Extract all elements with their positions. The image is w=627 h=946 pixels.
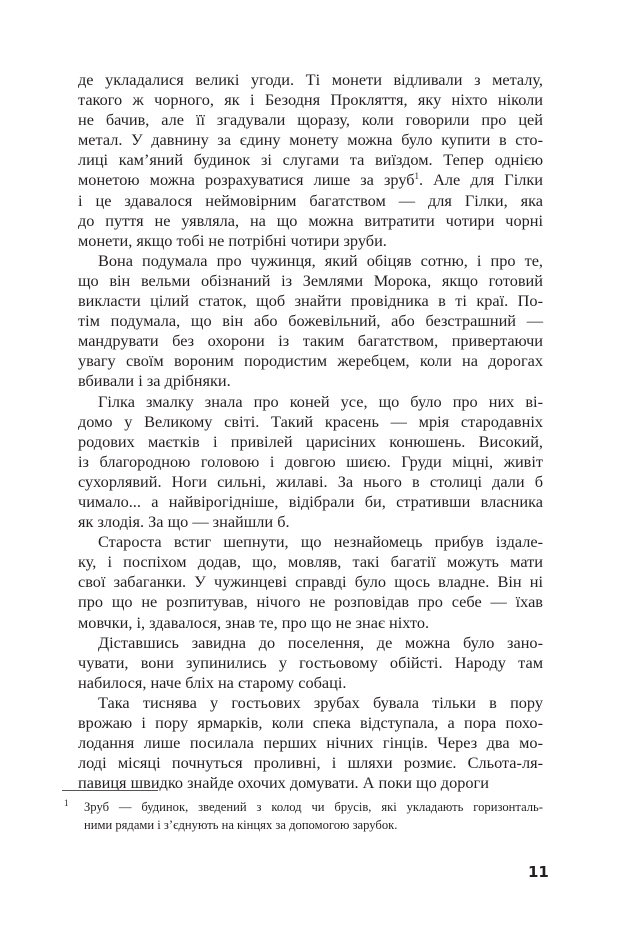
footnote: [62, 798, 543, 834]
paragraph: [78, 633, 543, 693]
text-line: свої забаганки. У чужинцеві справді було щось владне. Він ні: [78, 572, 543, 592]
footnote-line: ними рядами і з’єднують на кінцях за допомогою зарубок.: [84, 818, 398, 832]
text-line: врожаю і пору ярмарків, коли спека відступала, а пора похо-: [78, 713, 543, 732]
text-line: Гілка змалку знала про коней усе, що було про них ві-: [98, 391, 543, 411]
text-line: чувати, вони зупинились у гостьовому обійсті. Народу там: [78, 652, 543, 672]
paragraph: [78, 693, 543, 793]
text-segment: монетою можна розрахуватися лише за зруб: [78, 170, 415, 190]
text-line: мовчки, і, здавалося, знав те, про що не знає ніхто.: [78, 612, 430, 632]
text-line: і це здавалося неймовірним багатством — для Гілки, яка: [78, 190, 543, 210]
text-line: де укладалися великі угоди. Ті монети відливали з металу,: [78, 70, 543, 89]
footnote-reference[interactable]: 1: [414, 171, 420, 182]
text-line: монети, якщо тобі не потрібні чотири зруби.: [78, 230, 387, 250]
text-line: увагу своїм вороним породистим жеребцем, коли на дорогах: [78, 351, 543, 371]
body-text: [78, 70, 543, 793]
footnote-divider: [62, 790, 158, 791]
text-line: до пуття не уявляла, на що можна витратити чотири чорні: [78, 210, 543, 230]
text-line: Староста встиг шепнути, що незнайомець прибув іздале-: [98, 532, 543, 552]
text-line: набилося, наче бліх на старому собаці.: [78, 672, 347, 692]
text-line: мандрувати без охорони із таким багатством, привертаючи: [78, 331, 543, 351]
text-line: павиця швидко знайде охочих домувати. А поки що дороги: [78, 773, 489, 793]
text-line: сухорлявий. Ноги сильні, жилаві. За нього в столиці дали б: [78, 471, 543, 491]
text-line: домо у Великому світі. Такий красень — мрія стародавніх: [78, 411, 543, 431]
text-line: тім подумала, що він або божевільний, або безстрашний —: [78, 311, 543, 331]
footnote-text: [84, 798, 543, 834]
text-line: Така тиснява у гостьових зрубах бувала тільки в пору: [98, 692, 543, 712]
text-line: метал. У давнину за єдину монету можна було купити в сто-: [78, 130, 543, 150]
text-line: не бачив, але її згадували щоразу, коли говорили про цей: [78, 110, 543, 130]
text-line: вбивали і за дрібняки.: [78, 371, 231, 391]
text-line: такого ж чорного, як і Безодня Прокляття, яку ніхто ніколи: [78, 90, 543, 110]
text-line: із благородною головою і довгою шиєю. Груди міцні, живіт: [78, 451, 543, 471]
text-line: Вона подумала про чужинця, який обіцяв сотню, і про те,: [98, 250, 543, 270]
text-line: лоді місяці почнуться проливні, і шляхи розмиє. Сльота-ля-: [78, 753, 543, 773]
footnote-line: Зруб — будинок, зведений з колод чи брусів, які укладають горизонталь-: [84, 800, 543, 814]
text-line: лодання лише посилала перших нічних гінців. Через два мо-: [78, 733, 543, 753]
text-line: про що не розпитував, нічого не розповідав про себе — їхав: [78, 592, 543, 612]
footnote-marker: 1: [64, 798, 69, 808]
text-segment: . Але для Гілки: [419, 170, 543, 190]
paragraph: [78, 251, 543, 392]
text-line: що він вельми обізнаний із Землями Морока, якщо готовий: [78, 270, 543, 290]
text-line: як злодія. За що — знайшли б.: [78, 512, 290, 532]
text-line: викласти цілий статок, щоб знайти провідника в ті краї. По-: [78, 291, 543, 311]
text-line: родових маєтків і привілей цариciних конюшень. Високий,: [78, 431, 543, 451]
text-line: лиці кам’яний будинок зі слугами та виїздом. Тепер однією: [78, 150, 543, 170]
paragraph: [78, 70, 543, 251]
paragraph: [78, 392, 543, 533]
text-line: [78, 170, 543, 190]
text-line: чимало... а найвірогідніше, відібрали би, стративши власника: [78, 491, 543, 511]
page-number: 11: [528, 863, 549, 881]
text-line: ку, і поспіхом додав, що, мовляв, такі багатії можуть мати: [78, 552, 543, 572]
text-line: Діставшись завидна до поселення, де можна було зано-: [98, 632, 543, 652]
paragraph: [78, 532, 543, 632]
